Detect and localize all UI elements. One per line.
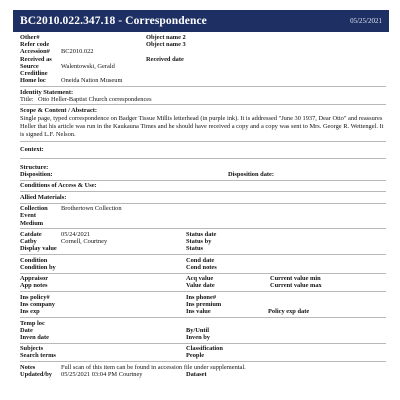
object-name-3-label: Object name 3 [146, 41, 186, 49]
record-title: BC2010.022.347.18 - Correspondence [20, 14, 207, 27]
cond-notes-label: Cond notes [186, 263, 217, 271]
subjects-label: Subjects [20, 345, 44, 353]
home-loc-label: Home loc [20, 77, 46, 85]
current-value-min-label: Current value min [270, 275, 321, 283]
row-notes [20, 364, 386, 371]
header-date: 05/25/2021 [350, 16, 382, 25]
received-date-label: Received date [146, 55, 184, 63]
row-disposition [20, 171, 386, 178]
policy-exp-date-label: Policy exp date [268, 308, 310, 316]
row-date [20, 327, 386, 334]
condition-by-label: Condition by [20, 263, 56, 271]
catdate-label: Catdate [20, 230, 42, 238]
classification-label: Classification [186, 345, 223, 353]
ins-policy-label: Ins policy# [20, 293, 50, 301]
row-updated-by [20, 371, 386, 378]
appraisor-label: Appraisor [20, 275, 49, 283]
divider [20, 273, 386, 274]
ins-exp-label: Ins exp [20, 308, 40, 316]
ins-phone-label: Ins phone# [186, 293, 217, 301]
row-medium [20, 220, 386, 227]
disposition-label: Disposition: [20, 171, 53, 178]
dataset-label: Dataset [186, 371, 207, 378]
accession-value: BC2010.022 [61, 48, 94, 56]
app-notes-label: App notes [20, 282, 48, 290]
inven-by-label: Inven by [186, 333, 210, 341]
catby-value: Cornell, Courtney [61, 238, 108, 246]
notes-value: Full scan of this item can be found in accession file under supplemental. [61, 363, 246, 371]
collection-value: Brothertown Collection [61, 205, 122, 213]
row-refer-code [20, 41, 386, 48]
search-terms-label: Search terms [20, 352, 56, 360]
divider [20, 291, 386, 292]
source-value: Walentowski, Gerald [61, 62, 115, 70]
home-loc-value: Oneida Nation Museum [61, 77, 123, 85]
temp-loc-label: Temp loc [20, 319, 45, 327]
status-label: Status [186, 245, 204, 253]
divider [20, 228, 386, 229]
row-catdate [20, 231, 386, 238]
updated-by-label: Updated/by [20, 371, 52, 378]
received-as-label: Received as [20, 55, 52, 63]
identity-statement-label: Identity Statement: [20, 88, 74, 96]
divider [20, 317, 386, 318]
divider [20, 203, 386, 204]
conditions-label: Conditions of Access & Use: [20, 182, 97, 190]
row-home-loc [20, 77, 386, 84]
collection-label: Collection [20, 205, 48, 213]
inven-date-label: Inven date [20, 333, 49, 341]
row-accession [20, 48, 386, 55]
disposition-date-label: Disposition date: [228, 171, 274, 178]
scope-content-text: Single page, typed correspondence on Badger Tissue Millis letterhead (in purple ink). It is addressed "June 30 1937, Dear Otto" and reassures Heller that his article was run in the Kaukauna Times and he should have received a copy and a copy was sent to Mrs. George R. Wettengel. It is signed L.F. Nelson. [20, 115, 384, 139]
condition-label: Condition [20, 256, 48, 264]
refer-code-label: Refer code [20, 41, 50, 49]
creditline-label: Creditline [20, 69, 48, 77]
display-value-label: Display value [20, 245, 57, 253]
people-label: People [186, 352, 205, 360]
allied-materials-label: Allied Materials: [20, 193, 67, 201]
row-ins-company [20, 301, 386, 308]
divider [20, 361, 386, 362]
divider [20, 180, 386, 181]
other-label: Other# [20, 34, 40, 41]
row-source [20, 63, 386, 70]
title-value: Otto Heller-Baptist Church correspondences [38, 95, 152, 103]
ins-company-label: Ins company [20, 300, 55, 308]
current-value-max-label: Current value max [270, 282, 322, 290]
row-display-value [20, 245, 386, 252]
event-label: Event [20, 212, 36, 220]
divider [20, 343, 386, 344]
updated-by-value: 05/25/2021 03:04 PM Courtney [61, 371, 143, 378]
ins-value-label: Ins value [186, 308, 211, 316]
row-received-as [20, 56, 386, 63]
row-ins-exp [20, 308, 386, 315]
catdate-value: 05/24/2021 [61, 230, 91, 238]
record-header [13, 10, 389, 32]
record-content [20, 34, 386, 378]
accession-label: Accession# [20, 48, 50, 56]
structure-label: Structure: [20, 163, 49, 171]
catby-label: Catby [20, 238, 37, 246]
row-title [20, 96, 386, 103]
row-appraisor [20, 275, 386, 282]
row-condition [20, 257, 386, 264]
row-condition-by [20, 264, 386, 271]
ins-premium-label: Ins premium [186, 300, 222, 308]
row-ins-policy [20, 294, 386, 301]
divider [20, 191, 386, 192]
row-creditline [20, 70, 386, 77]
status-date-label: Status date [186, 230, 217, 238]
status-by-label: Status by [186, 238, 212, 246]
date-label: Date [20, 326, 33, 334]
row-event [20, 212, 386, 219]
row-subjects [20, 345, 386, 352]
notes-label: Notes [20, 363, 36, 371]
row-catby [20, 238, 386, 245]
source-label: Source [20, 62, 39, 70]
context-label: Context: [20, 146, 44, 154]
row-other [20, 34, 386, 41]
row-app-notes [20, 282, 386, 289]
divider [20, 158, 386, 159]
medium-label: Medium [20, 219, 44, 227]
value-date-label: Value date [186, 282, 215, 290]
by-until-label: By/Until [186, 326, 210, 334]
title-label: Title: [20, 95, 34, 103]
scope-content-label: Scope & Content / Abstract: [20, 107, 98, 115]
divider [20, 141, 386, 142]
row-collection [20, 205, 386, 212]
row-search-terms [20, 352, 386, 359]
divider [20, 86, 386, 87]
row-inven-date [20, 334, 386, 341]
object-name-2-label: Object name 2 [146, 34, 186, 41]
row-temp-loc [20, 320, 386, 327]
cond-date-label: Cond date [186, 256, 215, 264]
acq-value-label: Acq value [186, 275, 214, 283]
divider [20, 104, 386, 105]
divider [20, 254, 386, 255]
